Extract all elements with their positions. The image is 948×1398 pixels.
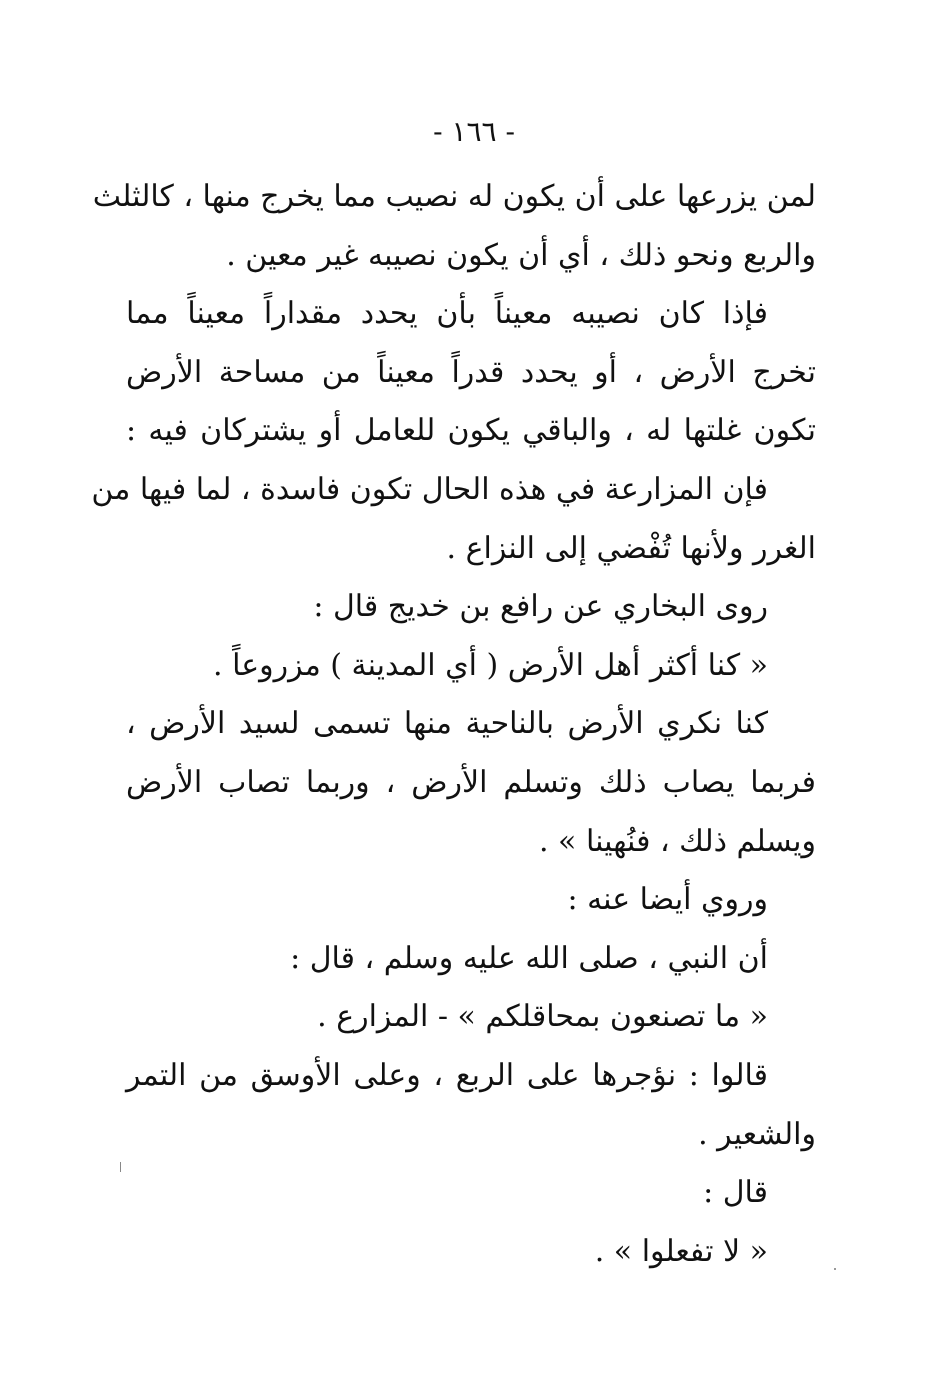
text-line: تكون غلتها له ، والباقي يكون للعامل أو يشتركان فيه : bbox=[126, 413, 816, 449]
text-line: الغرر ولأنها تُفْضي إلى النزاع . bbox=[446, 530, 816, 566]
text-line: فإذا كان نصيبه معيناً بأن يحدد مقداراً معيناً مما bbox=[126, 296, 768, 332]
text-line: ويسلم ذلك ، فنُهينا » . bbox=[538, 823, 816, 859]
text-line: لمن يزرعها على أن يكون له نصيب مما يخرج منها ، كالثلث bbox=[92, 179, 816, 214]
text-line: والربع ونحو ذلك ، أي أن يكون نصيبه غير معين . bbox=[226, 237, 816, 273]
text-line: أن النبي ، صلى الله عليه وسلم ، قال : bbox=[290, 940, 768, 976]
text-line: قالوا : نؤجرها على الربع ، وعلى الأوسق من التمر bbox=[126, 1057, 768, 1093]
text-line: فإن المزارعة في هذه الحال تكون فاسدة ، لما فيها من bbox=[91, 471, 768, 507]
margin-dot bbox=[834, 1268, 836, 1270]
text-line: قال : bbox=[703, 1175, 768, 1211]
text-line: روى البخاري عن رافع بن خديج قال : bbox=[313, 589, 768, 625]
text-line: تخرج الأرض ، أو يحدد قدراً معيناً من مساحة الأرض bbox=[126, 354, 816, 390]
text-line: فربما يصاب ذلك وتسلم الأرض ، وربما تصاب الأرض bbox=[126, 764, 816, 800]
text-line: « كنا أكثر أهل الأرض ( أي المدينة ) مزروعاً . bbox=[213, 647, 768, 683]
text-line: « ما تصنعون بمحاقلكم » - المزارع . bbox=[317, 999, 768, 1035]
text-line: وروي أيضا عنه : bbox=[567, 882, 768, 918]
margin-mark bbox=[120, 1162, 121, 1172]
text-line: والشعير . bbox=[698, 1116, 816, 1152]
page-number: - ١٦٦ - bbox=[433, 115, 515, 148]
body-text bbox=[91, 168, 816, 1281]
text-line: « لا تفعلوا » . bbox=[594, 1233, 768, 1269]
text-line: كنا نكري الأرض بالناحية منها تسمى لسيد الأرض ، bbox=[126, 706, 768, 742]
